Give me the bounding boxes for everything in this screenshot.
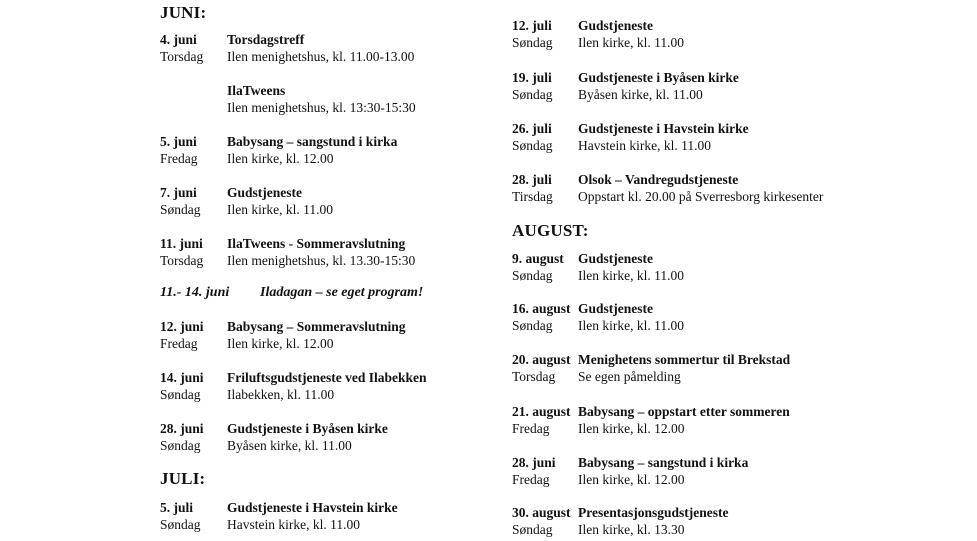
event-detail: Ilen menighetshus, kl. 13.30-15:30 [227,253,416,268]
event-detail: Ilen kirke, kl. 12.00 [578,472,685,487]
event-title: Babysang – sangstund i kirka [227,134,398,149]
event-entry [512,403,912,437]
event-date: 16. august [512,301,571,316]
event-day: Søndag [160,202,201,217]
event-detail: Ilen kirke, kl. 12.00 [578,421,685,436]
event-title: Babysang – oppstart etter sommeren [578,404,790,419]
event-entry [512,17,912,51]
event-title: IlaTweens [227,83,286,98]
event-date: 5. juni [160,134,197,149]
event-day: Søndag [512,318,553,333]
event-date: 28. juni [160,421,204,436]
event-day: Søndag [160,387,201,402]
event-detail: Byåsen kirke, kl. 11.00 [578,87,703,102]
special-event [160,285,424,301]
event-title: Gudstjeneste [227,185,302,200]
event-day: Søndag [512,138,553,153]
event-day: Søndag [512,87,553,102]
event-title: Babysang – sangstund i kirka [578,455,749,470]
event-detail: Ilen kirke, kl. 11.00 [578,318,684,333]
event-entry [512,351,912,385]
event-date: 21. august [512,404,571,419]
event-entry [512,250,912,284]
event-detail: Oppstart kl. 20.00 på Sverresborg kirkesenter [578,189,824,204]
event-entry [160,318,490,352]
event-date: 4. juni [160,32,197,47]
event-title: IlaTweens - Sommeravslutning [227,236,406,251]
event-date: 12. juli [512,18,552,33]
event-date: 14. juni [160,370,204,385]
event-title: Menighetens sommertur til Brekstad [578,352,791,367]
event-day: Søndag [160,438,201,453]
event-detail: Se egen påmelding [578,369,681,384]
event-detail: Ilen kirke, kl. 11.00 [578,268,684,283]
event-detail: Ilabekken, kl. 11.00 [227,387,335,402]
event-title: Olsok – Vandregudstjeneste [578,172,739,187]
event-day: Torsdag [512,369,556,384]
event-entry [160,31,490,65]
event-entry [160,133,490,167]
event-day: Torsdag [160,49,204,64]
event-detail: Ilen kirke, kl. 11.00 [578,35,684,50]
event-entry [160,82,490,116]
event-entry [512,171,912,205]
event-title: Gudstjeneste i Havstein kirke [227,500,398,515]
event-detail: Havstein kirke, kl. 11.00 [227,517,360,532]
event-title: Friluftsgudstjeneste ved Ilabekken [227,370,427,385]
event-detail: Ilen kirke, kl. 12.00 [227,336,334,351]
event-date: 5. juli [160,500,194,515]
event-date: 19. juli [512,70,552,85]
event-detail: Ilen kirke, kl. 13.30 [578,522,685,537]
event-detail: Ilen kirke, kl. 12.00 [227,151,334,166]
section-heading-august: AUGUST: [512,221,589,240]
event-date: 7. juni [160,185,197,200]
event-title: Torsdagstreff [227,32,305,47]
event-day: Søndag [512,268,553,283]
event-title: Gudstjeneste [578,301,653,316]
section-heading-juli: JULI: [160,469,206,488]
event-title: Gudstjeneste i Byåsen kirke [227,421,388,436]
event-day: Fredag [160,151,198,166]
event-date: 12. juni [160,319,204,334]
event-entry [160,420,490,454]
event-date: 28. juli [512,172,552,187]
event-day: Fredag [512,421,550,436]
event-title: Babysang – Sommeravslutning [227,319,406,334]
event-date: 28. juni [512,455,556,470]
event-day: Søndag [160,517,201,532]
event-entry [512,504,912,538]
event-date: 26. juli [512,121,552,136]
event-entry [512,454,912,488]
event-entry [512,69,912,103]
event-day: Fredag [512,472,550,487]
event-day: Fredag [160,336,198,351]
event-entry [512,120,912,154]
event-entry [160,369,490,403]
special-event-title: Iladagan – se eget program! [260,285,424,300]
event-date: 11. juni [160,236,203,251]
event-detail: Ilen kirke, kl. 11.00 [227,202,333,217]
event-day: Torsdag [160,253,204,268]
event-day: Søndag [512,522,553,537]
event-entry [512,300,912,334]
event-title: Gudstjeneste i Havstein kirke [578,121,749,136]
event-date: 9. august [512,251,564,266]
event-detail: Byåsen kirke, kl. 11.00 [227,438,352,453]
event-day: Søndag [512,35,553,50]
event-title: Presentasjonsgudstjeneste [578,505,729,520]
event-title: Gudstjeneste [578,251,653,266]
event-entry [160,235,490,269]
event-title: Gudstjeneste [578,18,653,33]
event-date: 30. august [512,505,571,520]
section-heading-juni: JUNI: [160,3,207,22]
special-event-date: 11.- 14. juni [160,285,230,300]
event-detail: Ilen menighetshus, kl. 13:30-15:30 [227,100,416,115]
event-day: Tirsdag [512,189,553,204]
event-entry [160,499,490,533]
event-detail: Havstein kirke, kl. 11.00 [578,138,711,153]
event-entry [160,184,490,218]
event-date: 20. august [512,352,571,367]
event-detail: Ilen menighetshus, kl. 11.00-13.00 [227,49,415,64]
event-title: Gudstjeneste i Byåsen kirke [578,70,739,85]
